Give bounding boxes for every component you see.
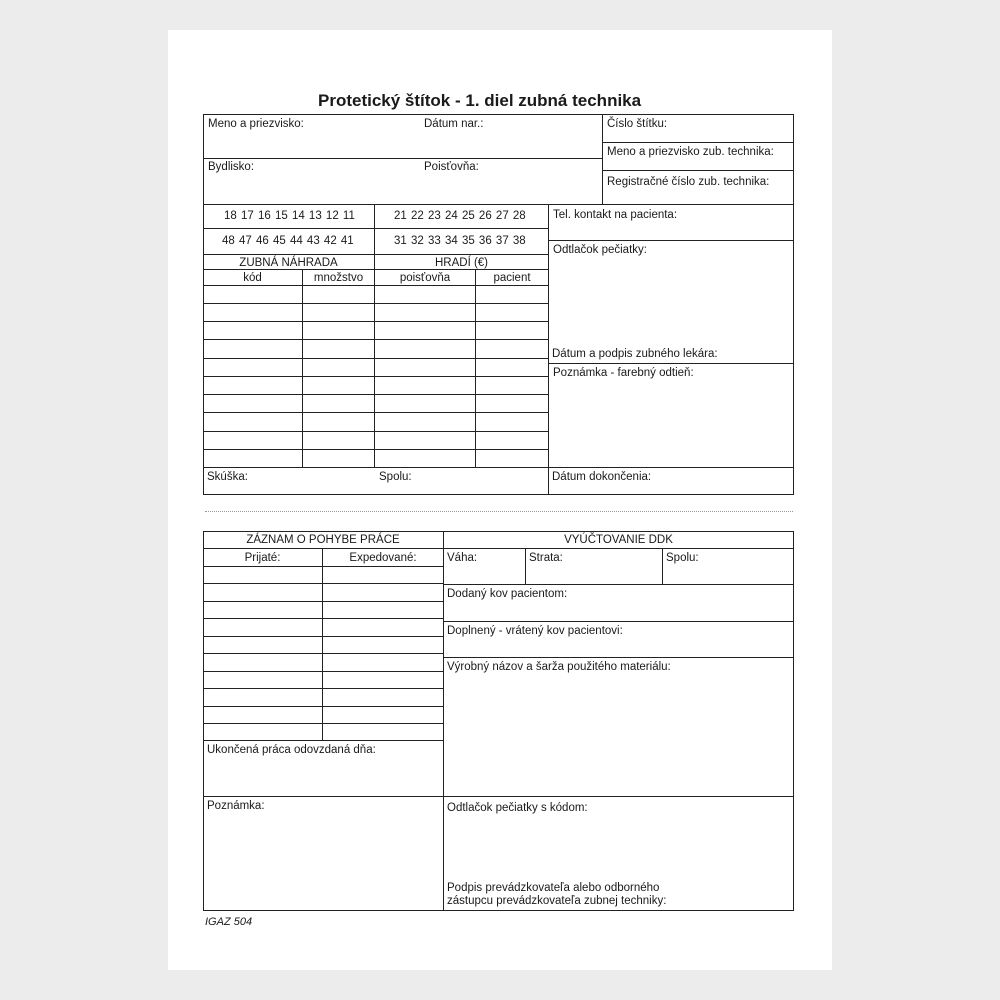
birth-date-label: Dátum nar.:: [424, 118, 484, 130]
note-label: Poznámka:: [207, 800, 265, 812]
operator-signature-line2: zástupcu prevádzkovateľa zubnej techniky:: [447, 895, 667, 907]
patient-name-label: Meno a priezvisko:: [208, 118, 304, 130]
work-record-header: ZÁZNAM O POHYBE PRÁCE: [246, 534, 400, 546]
col-code-header: kód: [243, 272, 262, 284]
dental-replacement-header: ZUBNÁ NÁHRADA: [239, 257, 338, 269]
weight-label: Váha:: [447, 552, 478, 564]
completion-date-label: Dátum dokončenia:: [552, 471, 652, 483]
billing-header: VYÚČTOVANIE DDK: [564, 534, 673, 546]
operator-signature-line1: Podpis prevádzkovateľa alebo odborného: [447, 882, 660, 894]
col-insurer-header: poisťovňa: [399, 272, 451, 284]
form-sheet: [168, 30, 832, 970]
joint-label: Spolu:: [379, 471, 412, 483]
stamp-code-label: Odtlačok pečiatky s kódom:: [447, 802, 588, 814]
color-note-label: Poznámka - farebný odtieň:: [553, 367, 694, 379]
label-number-label: Číslo štítku:: [607, 118, 668, 130]
teeth-upper-left: 21 22 23 24 25 26 27 28: [394, 210, 526, 222]
loss-label: Strata:: [529, 552, 563, 564]
dentist-signature-label: Dátum a podpis zubného lekára:: [552, 348, 718, 360]
received-header: Prijaté:: [244, 552, 281, 564]
perforation-line: [205, 511, 793, 512]
dispatched-header: Expedované:: [349, 552, 417, 564]
material-label: Výrobný názov a šarža použitého materiálu:: [447, 661, 671, 673]
trial-label: Skúška:: [207, 471, 248, 483]
stamp-label: Odtlačok pečiatky:: [553, 244, 647, 256]
teeth-lower-left: 31 32 33 34 35 36 37 38: [394, 235, 526, 247]
insurer-label: Poisťovňa:: [424, 161, 479, 173]
form-code: IGAZ 504: [205, 916, 253, 928]
total-label: Spolu:: [666, 552, 699, 564]
work-handed-label: Ukončená práca odovzdaná dňa:: [207, 744, 376, 756]
form-title: Protetický štítok - 1. diel zubná technika: [318, 91, 642, 110]
address-label: Bydlisko:: [208, 161, 255, 173]
pays-header: HRADÍ (€): [434, 257, 489, 269]
technician-name-label: Meno a priezvisko zub. technika:: [607, 146, 774, 158]
col-patient-header: pacient: [493, 272, 531, 284]
patient-phone-label: Tel. kontakt na pacienta:: [553, 209, 678, 221]
teeth-lower-right: 48 47 46 45 44 43 42 41: [222, 235, 354, 247]
col-quantity-header: množstvo: [313, 272, 364, 284]
technician-reg-label: Registračné číslo zub. technika:: [607, 176, 770, 188]
teeth-upper-right: 18 17 16 15 14 13 12 11: [224, 210, 355, 222]
metal-supplied-label: Dodaný kov pacientom:: [447, 588, 568, 600]
metal-returned-label: Doplnený - vrátený kov pacientovi:: [447, 625, 623, 637]
